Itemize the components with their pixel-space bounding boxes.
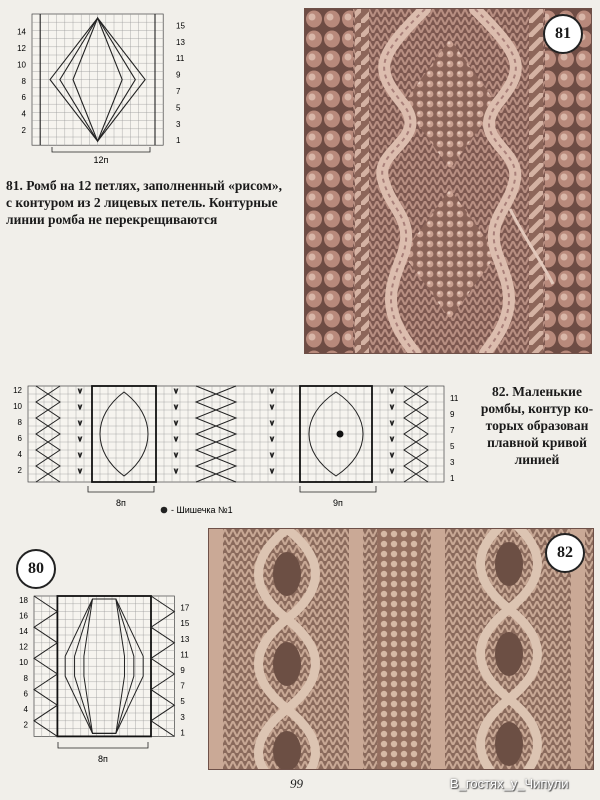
row-number: 4 <box>17 450 22 459</box>
row-number: 12 <box>13 386 22 395</box>
row-number: 7 <box>176 87 181 96</box>
knit-stitch-icon: v <box>390 436 394 443</box>
row-number: 10 <box>19 658 28 668</box>
caption-line: с контуром из 2 лицевых петель. Контурные <box>6 195 278 210</box>
row-number: 4 <box>23 705 28 714</box>
row-number: 14 <box>17 27 26 37</box>
knit-stitch-icon: v <box>390 468 394 475</box>
row-number: 11 <box>176 54 185 64</box>
knit-stitch-icon: v <box>78 388 82 395</box>
pattern-80-badge: 80 <box>16 549 56 589</box>
row-number: 18 <box>19 595 28 605</box>
row-number: 3 <box>176 119 181 129</box>
row-number: 9 <box>180 666 185 675</box>
row-number: 2 <box>17 466 22 475</box>
row-number: 17 <box>180 603 190 613</box>
caption-line: 81. Ромб на 12 петлях, заполненный «рисом», <box>6 178 282 193</box>
row-number: 4 <box>21 109 26 119</box>
row-number: 1 <box>176 136 181 146</box>
knit-stitch-icon: v <box>270 420 274 427</box>
row-number: 13 <box>176 37 185 47</box>
row-number: 15 <box>180 619 190 629</box>
row-number: 10 <box>13 402 22 411</box>
knit-stitch-icon: v <box>174 404 178 411</box>
chart-span-label: 9п <box>333 498 343 508</box>
row-number: 7 <box>450 426 455 435</box>
row-number: 16 <box>19 611 28 621</box>
row-number: 9 <box>176 70 181 80</box>
knit-stitch-icon: v <box>174 420 178 427</box>
row-number: 10 <box>17 60 26 70</box>
knit-stitch-icon: v <box>390 420 394 427</box>
knit-stitch-icon: v <box>270 452 274 459</box>
knit-stitch-icon: v <box>174 388 178 395</box>
pattern-81-chart <box>0 6 200 166</box>
caption-line: линией <box>514 452 560 467</box>
knit-stitch-icon: v <box>270 388 274 395</box>
caption-line: торых образован <box>485 418 589 433</box>
pattern-81-photo <box>304 8 592 354</box>
caption-line: плавной кривой <box>487 435 587 450</box>
row-number: 13 <box>180 634 190 644</box>
pattern-82-badge: 82 <box>545 533 585 573</box>
pattern-82-caption <box>477 383 597 468</box>
row-number: 1 <box>450 474 455 483</box>
row-number: 14 <box>19 627 28 636</box>
chart-span-label: 12п <box>93 155 109 165</box>
bobble-symbol-icon <box>161 507 168 514</box>
row-number: 5 <box>180 697 185 707</box>
row-number: 2 <box>21 126 26 135</box>
row-number: 15 <box>176 21 185 31</box>
knit-stitch-icon: v <box>78 452 82 459</box>
knit-stitch-icon: v <box>270 468 274 475</box>
chart-grid <box>34 596 174 736</box>
pattern-81-caption <box>6 177 296 228</box>
row-number: 5 <box>176 103 181 113</box>
caption-line: ромбы, контур ко- <box>480 401 594 416</box>
knit-stitch-icon: v <box>390 452 394 459</box>
row-number: 6 <box>23 689 28 699</box>
row-number: 5 <box>450 442 455 451</box>
row-number: 3 <box>450 458 455 467</box>
knit-stitch-icon: v <box>174 436 178 443</box>
row-number: 7 <box>180 681 185 691</box>
caption-line: 82. Маленькие <box>492 384 582 399</box>
row-number: 2 <box>23 720 28 730</box>
row-number: 8 <box>21 76 26 86</box>
row-number: 3 <box>180 712 185 722</box>
knit-stitch-icon: v <box>390 388 394 395</box>
row-number: 8 <box>17 418 22 427</box>
watermark: В_гостях_у_Чипули <box>450 776 569 791</box>
knit-stitch-icon: v <box>390 404 394 411</box>
chart-grid <box>32 14 163 145</box>
pattern-82-photo <box>208 528 594 770</box>
row-number: 6 <box>21 93 26 103</box>
row-number: 9 <box>450 410 455 419</box>
row-number: 11 <box>450 394 459 403</box>
knit-stitch-icon: v <box>78 404 82 411</box>
row-number: 6 <box>17 434 22 443</box>
caption-line: линии ромба не перекрещиваются <box>6 212 218 227</box>
row-number: 11 <box>180 650 189 660</box>
knit-stitch-icon: v <box>270 436 274 443</box>
chart-span-label: 8п <box>98 754 108 764</box>
page-number: 99 <box>290 776 303 791</box>
knit-stitch-icon: v <box>174 468 178 475</box>
pattern-81-badge: 81 <box>543 14 583 54</box>
knit-stitch-icon: v <box>78 420 82 427</box>
row-number: 8 <box>23 673 28 683</box>
row-number: 12 <box>17 44 26 53</box>
row-number: 12 <box>19 642 28 652</box>
chart-span-label: 8п <box>116 498 126 508</box>
knit-stitch-icon: v <box>78 468 82 475</box>
knit-stitch-icon: v <box>78 436 82 443</box>
row-number: 1 <box>180 728 185 738</box>
pattern-82-chart <box>0 382 475 518</box>
pattern-80-chart <box>0 592 200 768</box>
knit-stitch-icon: v <box>270 404 274 411</box>
knit-stitch-icon: v <box>174 452 178 459</box>
chart-legend: - Шишечка №1 <box>171 505 233 515</box>
